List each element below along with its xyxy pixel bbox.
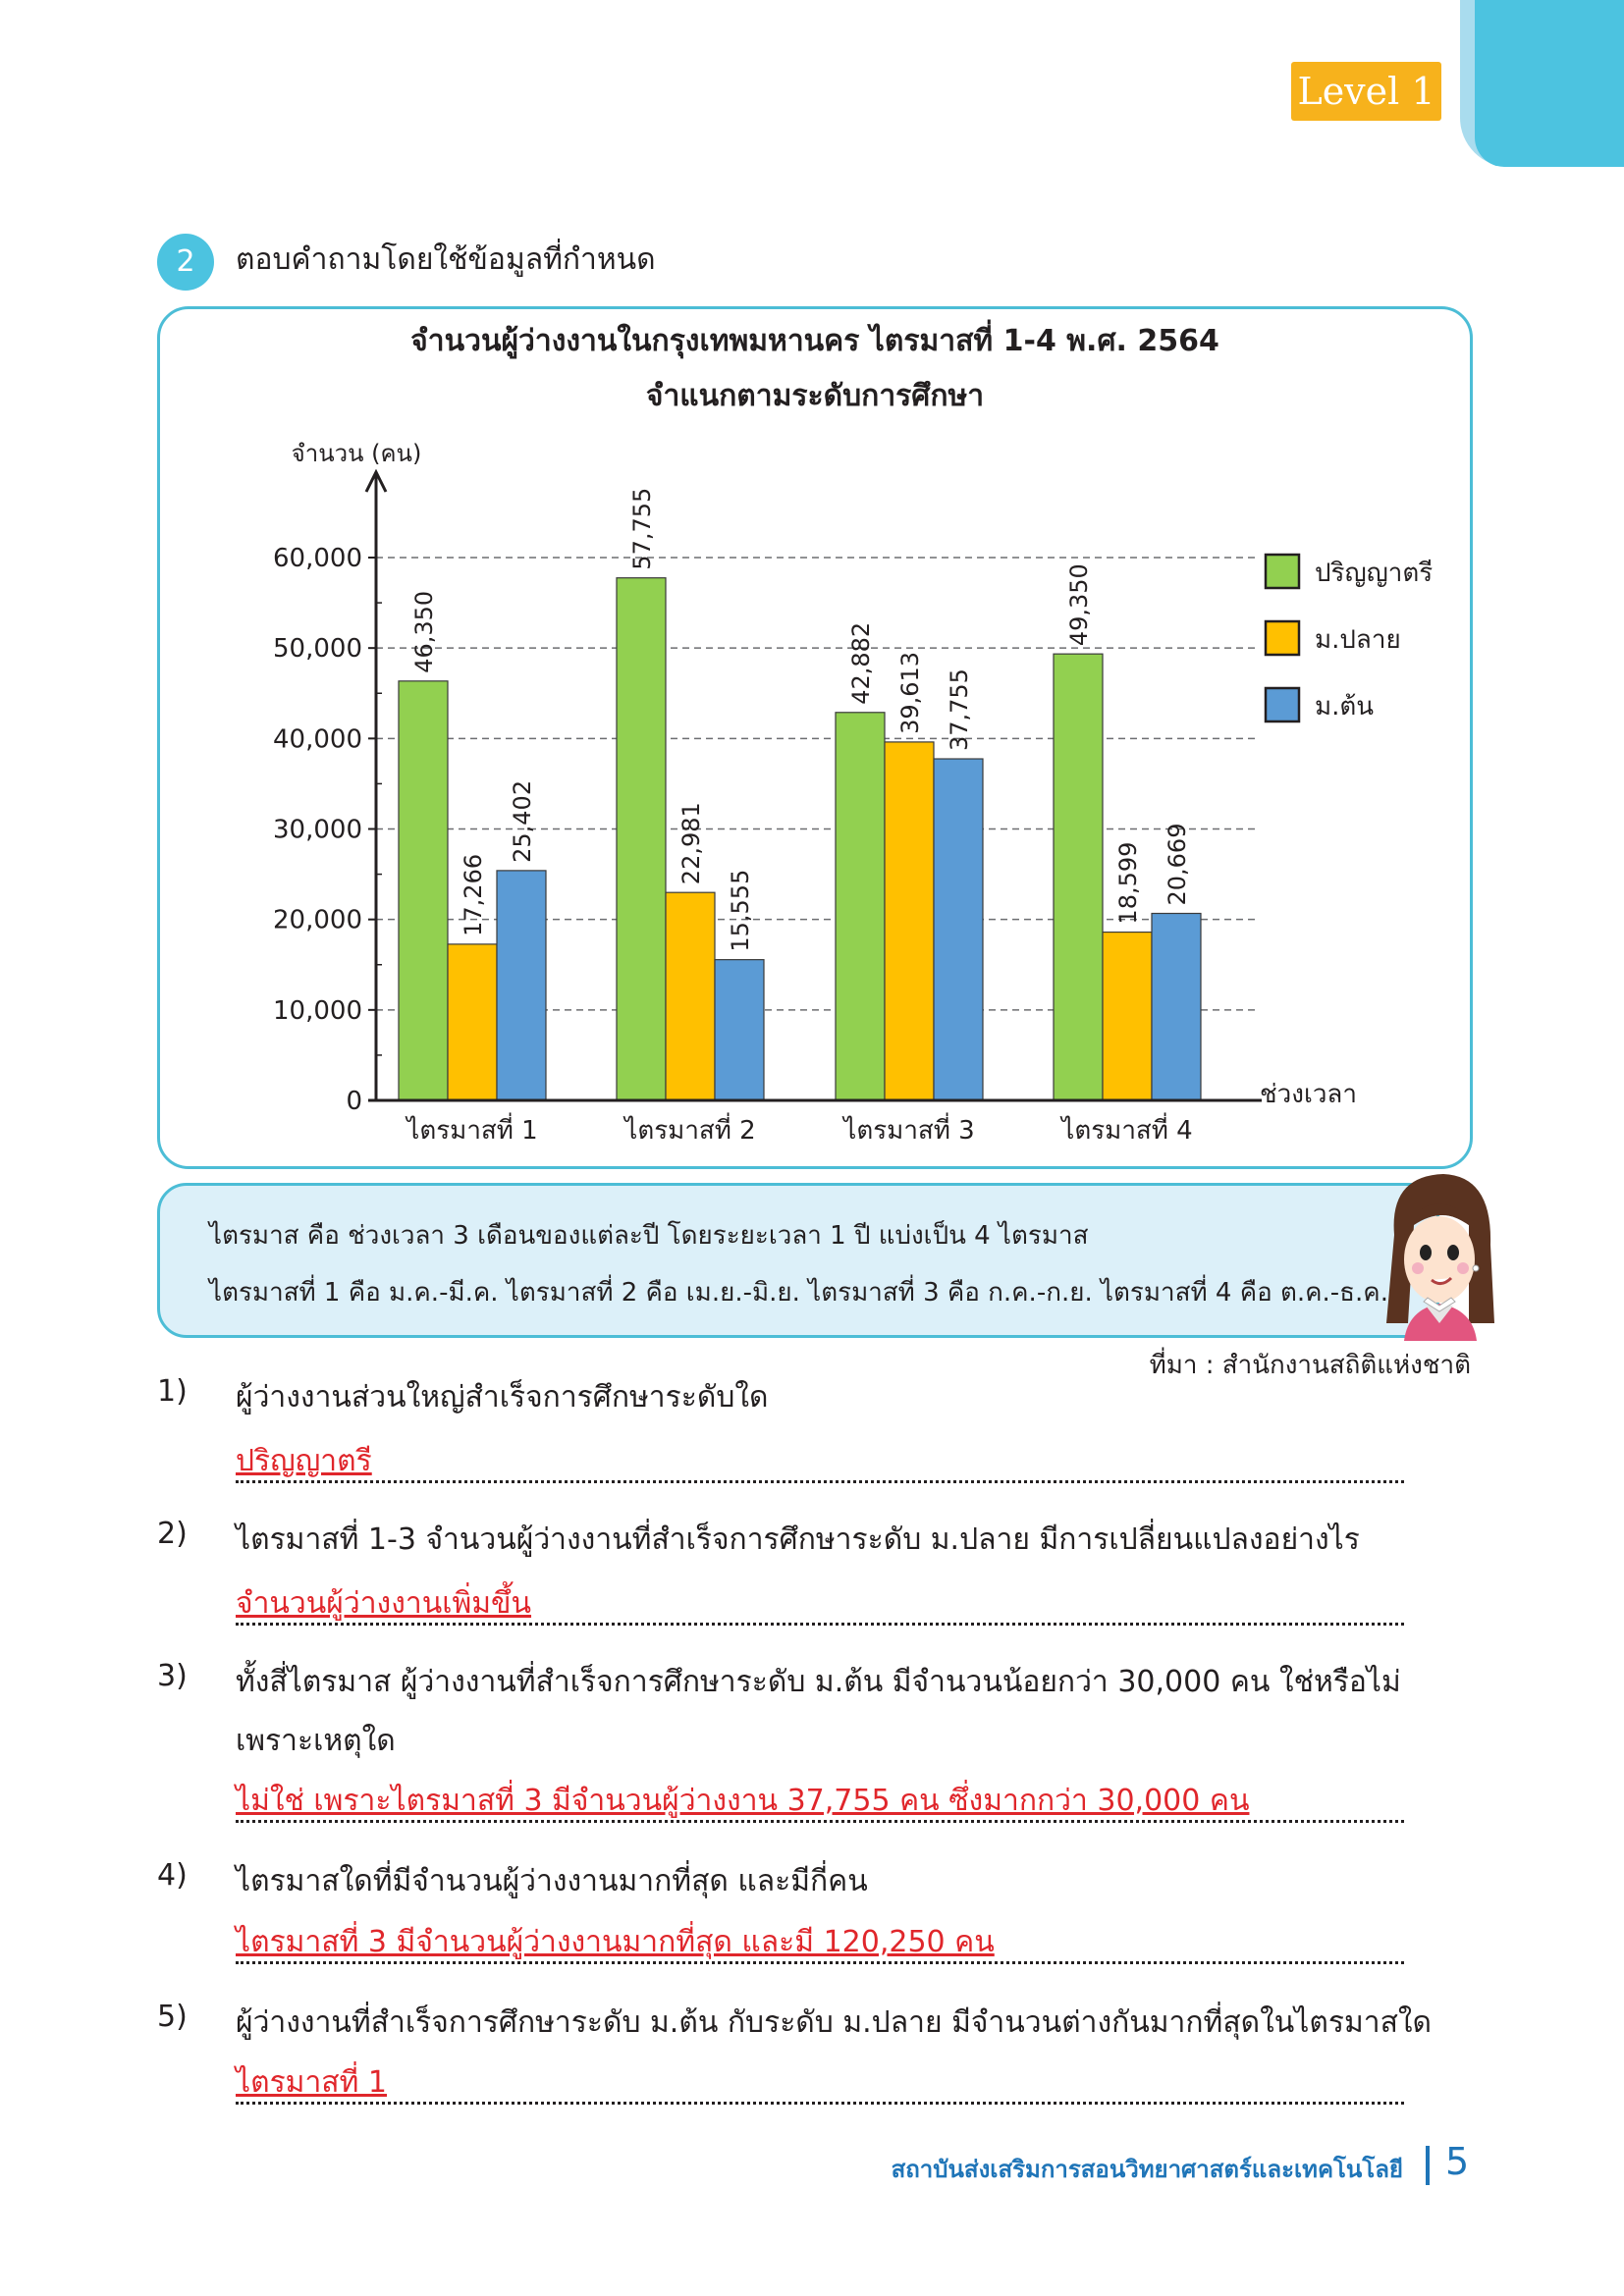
question-text: ทั้งสี่ไตรมาส ผู้ว่างงานที่สำเร็จการศึกษาระดับ ม.ต้น มีจำนวนน้อยกว่า 30,000 คน ใช่หรือไม่ — [236, 1665, 1401, 1699]
y-axis-label: จำนวน (คน) — [291, 440, 422, 467]
info-line-2: ไตรมาสที่ 1 คือ ม.ค.-มี.ค. ไตรมาสที่ 2 คือ เม.ย.-มิ.ย. ไตรมาสที่ 3 คือ ก.ค.-ก.ย. ไตรมาสที่ 4 คือ ต.ค.-ธ.ค. — [209, 1278, 1388, 1308]
y-tick-label: 40,000 — [273, 724, 362, 755]
question-number: 2) — [157, 1517, 188, 1551]
footer-organization: สถาบันส่งเสริมการสอนวิทยาศาสตร์และเทคโนโลยี — [891, 2156, 1403, 2183]
bar-value-label: 20,669 — [1164, 823, 1191, 906]
bar — [715, 960, 764, 1100]
question-text: ผู้ว่างงานส่วนใหญ่สำเร็จการศึกษาระดับใด — [236, 1380, 769, 1415]
bar — [1054, 654, 1103, 1100]
x-category-label: ไตรมาสที่ 1 — [406, 1116, 538, 1146]
question-text: ไตรมาสที่ 1-3 จำนวนผู้ว่างงานที่สำเร็จการศึกษาระดับ ม.ปลาย มีการเปลี่ยนแปลงอย่างไร — [236, 1522, 1360, 1557]
y-tick-label: 0 — [346, 1087, 362, 1116]
x-category-label: ไตรมาสที่ 3 — [843, 1116, 975, 1146]
bar — [399, 681, 448, 1100]
bar — [836, 713, 885, 1100]
teacher-avatar-illustration — [1375, 1166, 1502, 1341]
bar-value-label: 15,555 — [727, 869, 754, 952]
legend-label: ปริญญาตรี — [1315, 559, 1434, 588]
source-note: ที่มา : สำนักงานสถิติแห่งชาติ — [1149, 1351, 1471, 1380]
legend-label: ม.ต้น — [1315, 692, 1375, 721]
question-number: 4) — [157, 1858, 188, 1893]
bar — [885, 742, 934, 1100]
legend-swatch — [1266, 621, 1299, 655]
bar-value-label: 22,981 — [677, 802, 705, 885]
bar — [666, 892, 715, 1100]
bar — [497, 871, 546, 1100]
footer-separator — [1426, 2146, 1430, 2185]
y-tick-label: 10,000 — [273, 995, 362, 1026]
answer-text: ไม่ใช่ เพราะไตรมาสที่ 3 มีจำนวนผู้ว่างงาน 37,755 คน ซึ่งมากกว่า 30,000 คน — [236, 1784, 1250, 1818]
legend-swatch — [1266, 555, 1299, 588]
answer-text: ไตรมาสที่ 3 มีจำนวนผู้ว่างงานมากที่สุด และมี 120,250 คน — [236, 1925, 995, 1959]
bar-value-label: 17,266 — [460, 853, 487, 936]
bar-value-label: 57,755 — [628, 487, 656, 570]
legend-swatch — [1266, 688, 1299, 721]
chart-container — [157, 306, 1473, 1169]
question-number: 1) — [157, 1374, 188, 1409]
question-number: 5) — [157, 2000, 188, 2034]
question-text: ผู้ว่างงานที่สำเร็จการศึกษาระดับ ม.ต้น กับระดับ ม.ปลาย มีจำนวนต่างกันมากที่สุดในไตรมาสใด — [236, 2005, 1433, 2040]
answer-text: ปริญญาตรี — [236, 1444, 372, 1478]
section-title: ตอบคำถามโดยใช้ข้อมูลที่กำหนด — [236, 242, 656, 277]
section-number-badge: 2 — [157, 234, 214, 291]
y-tick-label: 60,000 — [273, 544, 362, 573]
info-box — [157, 1183, 1439, 1338]
y-tick-label: 30,000 — [273, 815, 362, 845]
legend-label: ม.ปลาย — [1315, 625, 1401, 655]
x-category-label: ไตรมาสที่ 2 — [624, 1116, 756, 1146]
bar — [448, 944, 497, 1100]
answer-line[interactable] — [236, 1775, 1404, 1823]
bar-chart — [160, 309, 1470, 1166]
x-axis-label: ช่วงเวลา — [1260, 1080, 1357, 1109]
info-line-1: ไตรมาส คือ ช่วงเวลา 3 เดือนของแต่ละปี โดยระยะเวลา 1 ปี แบ่งเป็น 4 ไตรมาส — [209, 1221, 1089, 1251]
answer-line[interactable] — [236, 1577, 1404, 1626]
answer-line[interactable] — [236, 1916, 1404, 1964]
bar-value-label: 39,613 — [896, 651, 924, 734]
page-number: 5 — [1445, 2140, 1470, 2183]
bar-value-label: 37,755 — [946, 668, 973, 752]
bar-value-label: 46,350 — [410, 590, 438, 673]
bar-value-label: 25,402 — [509, 779, 536, 863]
answer-line[interactable] — [236, 2056, 1404, 2105]
bar — [934, 759, 983, 1100]
x-category-label: ไตรมาสที่ 4 — [1061, 1116, 1193, 1146]
bar-value-label: 42,882 — [847, 621, 875, 705]
chart-subtitle: จำแนกตามระดับการศึกษา — [645, 379, 985, 413]
question-number: 3) — [157, 1659, 188, 1693]
answer-text: ไตรมาสที่ 1 — [236, 2065, 388, 2100]
answer-text: จำนวนผู้ว่างงานเพิ่มขึ้น — [236, 1586, 532, 1621]
bar-value-label: 49,350 — [1065, 563, 1093, 647]
y-tick-label: 50,000 — [273, 634, 362, 665]
bar-value-label: 18,599 — [1114, 841, 1142, 925]
chart-title: จำนวนผู้ว่างงานในกรุงเทพมหานคร ไตรมาสที่ 1-4 พ.ศ. 2564 — [410, 324, 1219, 358]
answer-line[interactable] — [236, 1435, 1404, 1483]
question-text: ไตรมาสใดที่มีจำนวนผู้ว่างงานมากที่สุด และมีกี่คน — [236, 1864, 868, 1898]
bar — [1152, 914, 1201, 1100]
y-tick-label: 20,000 — [273, 905, 362, 935]
corner-tab — [1475, 0, 1624, 167]
question-text-continued: เพราะเหตุใด — [236, 1724, 396, 1758]
bar — [617, 578, 666, 1100]
level-badge: Level 1 — [1291, 62, 1441, 121]
bar — [1103, 933, 1152, 1100]
